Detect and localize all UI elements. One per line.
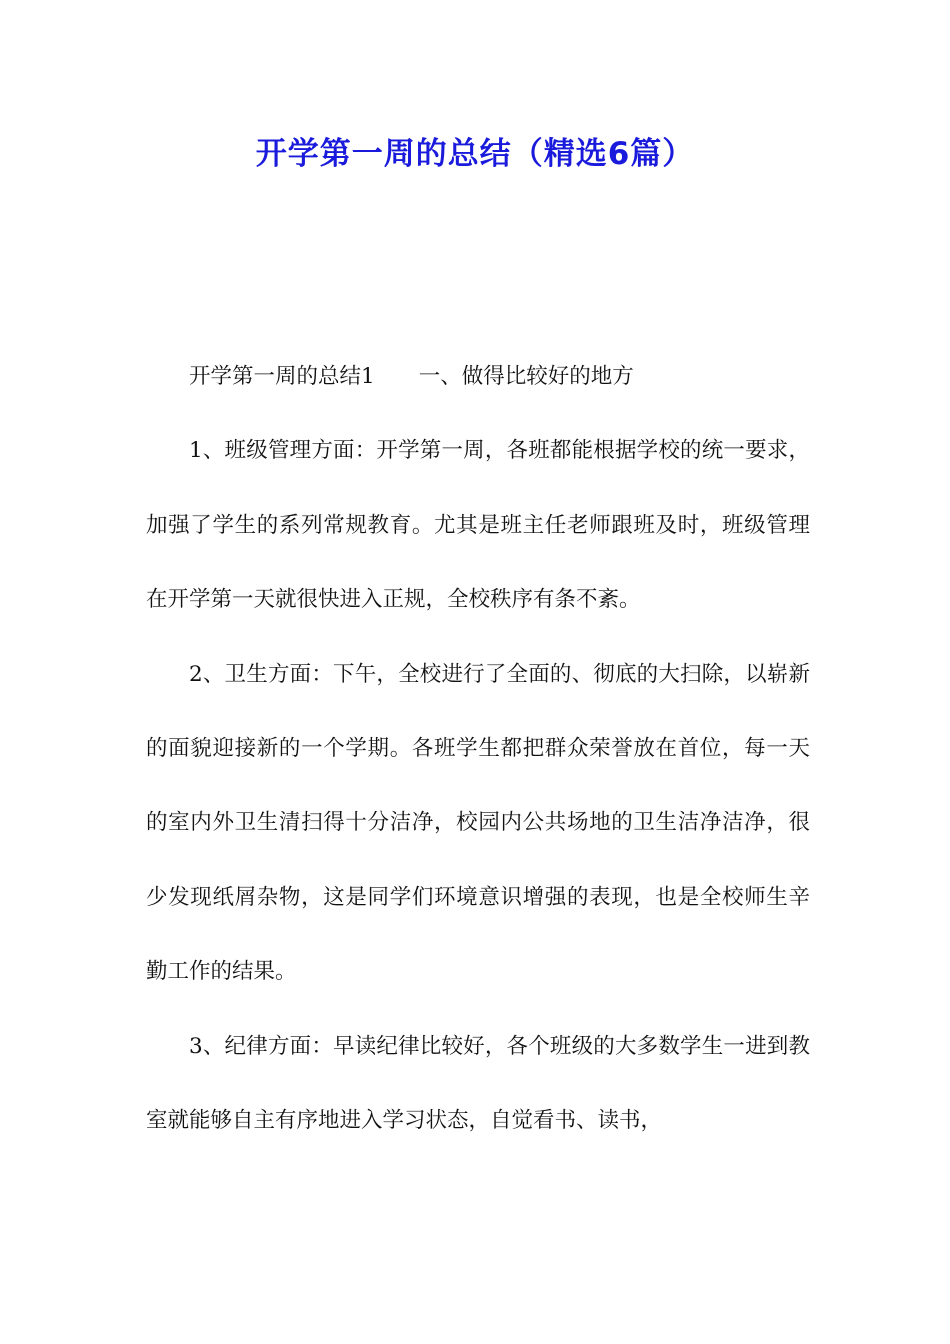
section-label: 开学第一周的总结1 <box>189 364 375 389</box>
paragraph-hygiene: 2、卫生方面：下午，全校进行了全面的、彻底的大扫除，以崭新的面貌迎接新的一个学期。各班学生都把群众荣誉放在首位，每一天的室内外卫生清扫得十分洁净，校园内公共场地的卫生洁净洁净，很少发现纸屑杂物，这是同学们环境意识增强的表现，也是全校师生辛勤工作的结果。 <box>146 661 810 985</box>
document-body <box>146 340 810 1158</box>
section-heading: 一、做得比较好的地方 <box>418 364 634 389</box>
document-title: 开学第一周的总结（精选6篇） <box>255 136 695 172</box>
paragraph-class-management: 1、班级管理方面：开学第一周，各班都能根据学校的统一要求，加强了学生的系列常规教育。尤其是班主任老师跟班及时，班级管理在开学第一天就很快进入正规，全校秩序有条不紊。 <box>146 438 810 613</box>
paragraph-discipline: 3、纪律方面：早读纪律比较好，各个班级的大多数学生一进到教室就能够自主有序地进入学习状态，自觉看书、读书， <box>146 1033 810 1134</box>
section-heading-line <box>146 340 810 414</box>
